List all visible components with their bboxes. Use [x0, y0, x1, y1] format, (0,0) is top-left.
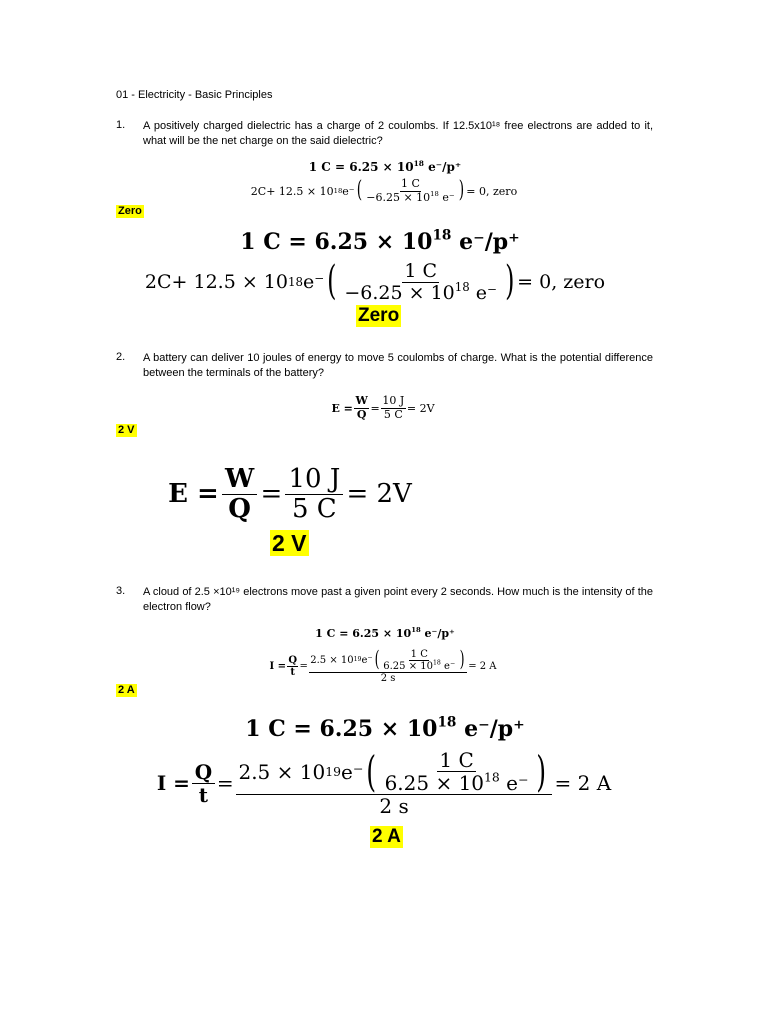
equation-conversion-large: 1 $C = 6.25 \times 10^{18}$ e⁻/p⁺: [245, 714, 525, 742]
equation-net-charge-large: 2C+ 12.5 × 10 18 e⁻ ( $\frac{1 C}{-6.25 \times 10^{18} e^-}$ ) = 0, zero: [144, 258, 606, 305]
equation-conversion: 1 $C = 6.25 \times 10^{18}$ e⁻/p⁺: [315, 626, 455, 640]
document-title: 01 - Electricity - Basic Principles: [116, 89, 273, 101]
answer-highlight: 2 V: [118, 424, 135, 436]
equation-conversion: 1 $C = 6.25 \times 10^{18}$ e⁻/p⁺: [308, 158, 462, 174]
answer-highlight: Zero: [118, 205, 142, 217]
answer-highlight-large: 2 V: [272, 530, 307, 556]
question-text: A cloud of 2.5 ×10¹⁹ electrons move past a given point every 2 seconds. How much is the intensity of the electron flow?: [143, 586, 653, 613]
answer-highlight-large: Zero: [358, 305, 400, 326]
question-number: 2.: [116, 351, 126, 363]
equation-conversion-large: 1 $C = 6.25 \times 10^{18}$ e⁻/p⁺: [240, 227, 520, 255]
question-number: 1.: [116, 119, 126, 131]
equation-net-charge: 2C+ 12.5 × 10 18 e⁻ ( $\frac{1 C}{-6.25 \times 10^{18} e^-}$ ) = 0, zero: [250, 177, 518, 204]
answer-highlight-large: 2 A: [372, 826, 401, 847]
equation-current-large: I = $\frac{Q}{t}$ = 2.5 × 10 19 e⁻ ( $\frac{1 C}{6.25 \times 10^{18} e^-}$ ) 2 s = 2 A: [156, 746, 612, 818]
question-text: A battery can deliver 10 joules of energy to move 5 coulombs of charge. What is the potential difference between the terminals of the battery?: [143, 352, 653, 379]
equation-current: I = $\frac{Q}{t}$ = 2.5 × 10 19 e⁻ ( $\frac{1 C}{6.25 \times 10^{18} e^-}$ ) 2 s = 2 A: [269, 647, 497, 684]
equation-potential: E = $\frac{W}{Q}$ = $\frac{10 J}{5 C}$ = 2V: [331, 394, 435, 421]
answer-highlight: 2 A: [118, 684, 135, 696]
question-number: 3.: [116, 585, 126, 597]
question-text: A positively charged dielectric has a charge of 2 coulombs. If 12.5x10¹⁸ free electrons are added to it, what will be the net charge on the said dielectric?: [143, 120, 653, 147]
equation-potential-large: E = $\frac{W}{Q}$ = $\frac{10 J}{5 C}$ = 2V: [168, 463, 412, 524]
